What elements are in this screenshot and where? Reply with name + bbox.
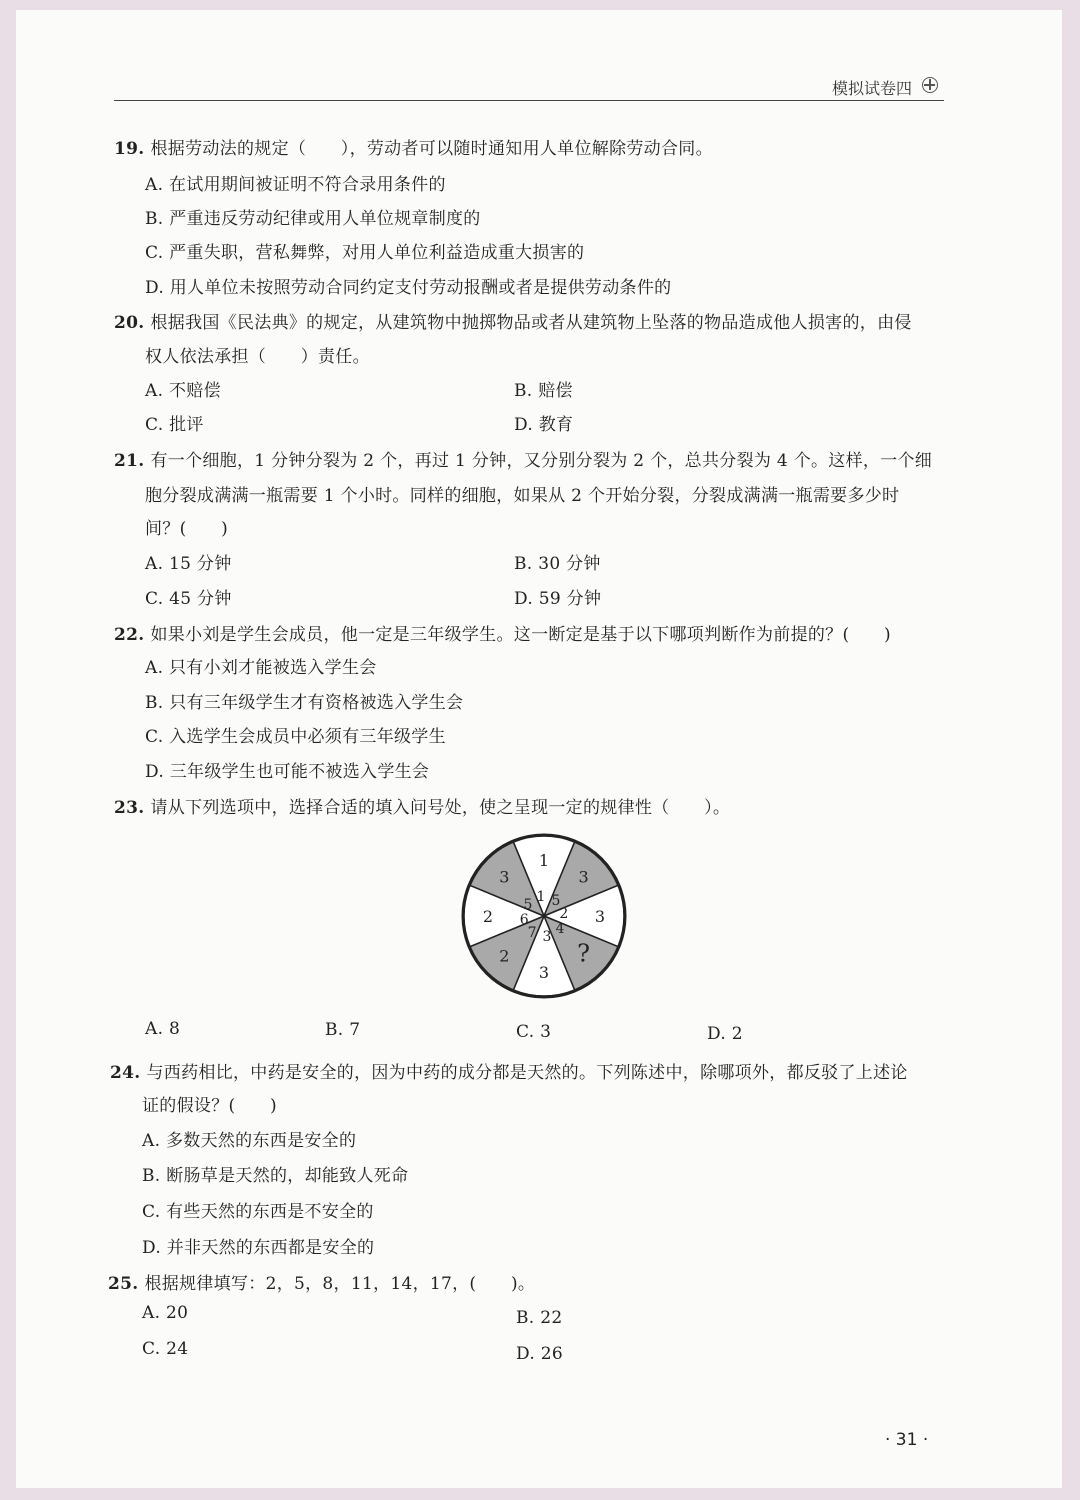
option-23-d: D. 2 <box>707 1024 743 1044</box>
option-25-b: B. 22 <box>516 1308 563 1328</box>
question-21-stem-cont: 胞分裂成满满一瓶需要 1 个小时。同样的细胞，如果从 2 个开始分裂，分裂成满满一瓶需要多少时 <box>145 486 900 506</box>
option-21-d: D. 59 分钟 <box>514 589 602 609</box>
option-23-c: C. 3 <box>516 1022 552 1042</box>
question-number: 20. <box>114 313 145 333</box>
question-24-stem: 24. 与西药相比，中药是安全的，因为中药的成分都是天然的。下列陈述中，除哪项外，都反驳了上述论 <box>110 1063 908 1083</box>
wheel-outer-number: 3 <box>578 867 589 887</box>
question-number: 22. <box>114 625 145 645</box>
wheel-inner-number: 7 <box>527 925 537 942</box>
crosshair-icon <box>922 77 938 93</box>
page-number: · 31 · <box>885 1430 929 1450</box>
wheel-inner-number: 3 <box>542 928 552 945</box>
option-24-d: D. 并非天然的东西都是安全的 <box>142 1238 375 1258</box>
wheel-inner-number: 5 <box>551 892 561 909</box>
exam-page <box>16 10 1062 1488</box>
question-number: 24. <box>110 1063 141 1083</box>
option-20-a: A. 不赔偿 <box>145 381 221 401</box>
option-22-c: C. 入选学生会成员中必须有三年级学生 <box>145 727 446 747</box>
option-19-d: D. 用人单位未按照劳动合同约定支付劳动报酬或者是提供劳动条件的 <box>145 278 672 298</box>
option-21-b: B. 30 分钟 <box>514 554 601 574</box>
option-22-d: D. 三年级学生也可能不被选入学生会 <box>145 762 430 782</box>
option-19-b: B. 严重违反劳动纪律或用人单位规章制度的 <box>145 209 481 229</box>
question-23-stem: 23. 请从下列选项中，选择合适的填入问号处，使之呈现一定的规律性（ ）。 <box>114 798 731 818</box>
question-22-stem: 22. 如果小刘是学生会成员，他一定是三年级学生。这一断定是基于以下哪项判断作为前提的？( ) <box>114 625 891 645</box>
number-wheel-figure <box>455 826 635 1008</box>
wheel-outer-number: 3 <box>538 963 550 982</box>
question-24-stem-cont: 证的假设？( ) <box>142 1096 277 1116</box>
wheel-inner-number: 5 <box>523 897 533 914</box>
option-22-a: A. 只有小刘才能被选入学生会 <box>145 658 377 678</box>
option-24-b: B. 断肠草是天然的，却能致人死命 <box>142 1166 409 1186</box>
question-number: 21. <box>114 451 145 471</box>
question-number: 25. <box>108 1274 139 1294</box>
option-20-d: D. 教育 <box>514 415 574 435</box>
wheel-inner-number: 1 <box>536 889 546 906</box>
wheel-inner-number: 2 <box>559 906 569 922</box>
question-19-stem: 19. 根据劳动法的规定（ ），劳动者可以随时通知用人单位解除劳动合同。 <box>114 139 713 159</box>
option-25-d: D. 26 <box>516 1344 563 1364</box>
question-number: 23. <box>114 798 145 818</box>
option-24-a: A. 多数天然的东西是安全的 <box>142 1131 357 1151</box>
wheel-outer-number: 3 <box>499 867 510 887</box>
question-21-stem: 21. 有一个细胞，1 分钟分裂为 2 个，再过 1 分钟，又分别分裂为 2 个，总共分裂为 4 个。这样，一个细 <box>114 451 933 471</box>
option-23-b: B. 7 <box>325 1020 361 1040</box>
option-22-b: B. 只有三年级学生才有资格被选入学生会 <box>145 693 464 713</box>
question-25-stem: 25. 根据规律填写：2，5，8，11，14，17，( )。 <box>108 1274 536 1294</box>
option-21-c: C. 45 分钟 <box>145 589 232 609</box>
option-25-a: A. 20 <box>142 1303 189 1323</box>
option-20-c: C. 批评 <box>145 415 204 435</box>
wheel-inner-number: 4 <box>555 920 565 937</box>
question-number: 19. <box>114 139 145 159</box>
question-20-stem: 20. 根据我国《民法典》的规定，从建筑物中抛掷物品或者从建筑物上坠落的物品造成他人损害的，由侵 <box>114 313 912 333</box>
option-20-b: B. 赔偿 <box>514 381 573 401</box>
wheel-outer-number: 3 <box>594 907 606 926</box>
wheel-outer-number: ? <box>577 939 591 968</box>
wheel-outer-number: 2 <box>499 946 510 966</box>
wheel-outer-number: 1 <box>538 851 550 870</box>
question-20-stem-cont: 权人依法承担（ ）责任。 <box>145 347 370 367</box>
header-divider <box>114 100 944 101</box>
wheel-inner-number: 6 <box>519 912 529 928</box>
option-25-c: C. 24 <box>142 1339 189 1359</box>
wheel-outer-number: 2 <box>482 907 494 926</box>
option-24-c: C. 有些天然的东西是不安全的 <box>142 1202 374 1222</box>
option-19-a: A. 在试用期间被证明不符合录用条件的 <box>145 175 446 195</box>
option-19-c: C. 严重失职，营私舞弊，对用人单位利益造成重大损害的 <box>145 243 585 263</box>
question-21-stem-end: 间？( ) <box>145 519 229 539</box>
option-23-a: A. 8 <box>145 1019 181 1039</box>
header-title: 模拟试卷四 <box>832 79 913 98</box>
option-21-a: A. 15 分钟 <box>145 554 232 574</box>
